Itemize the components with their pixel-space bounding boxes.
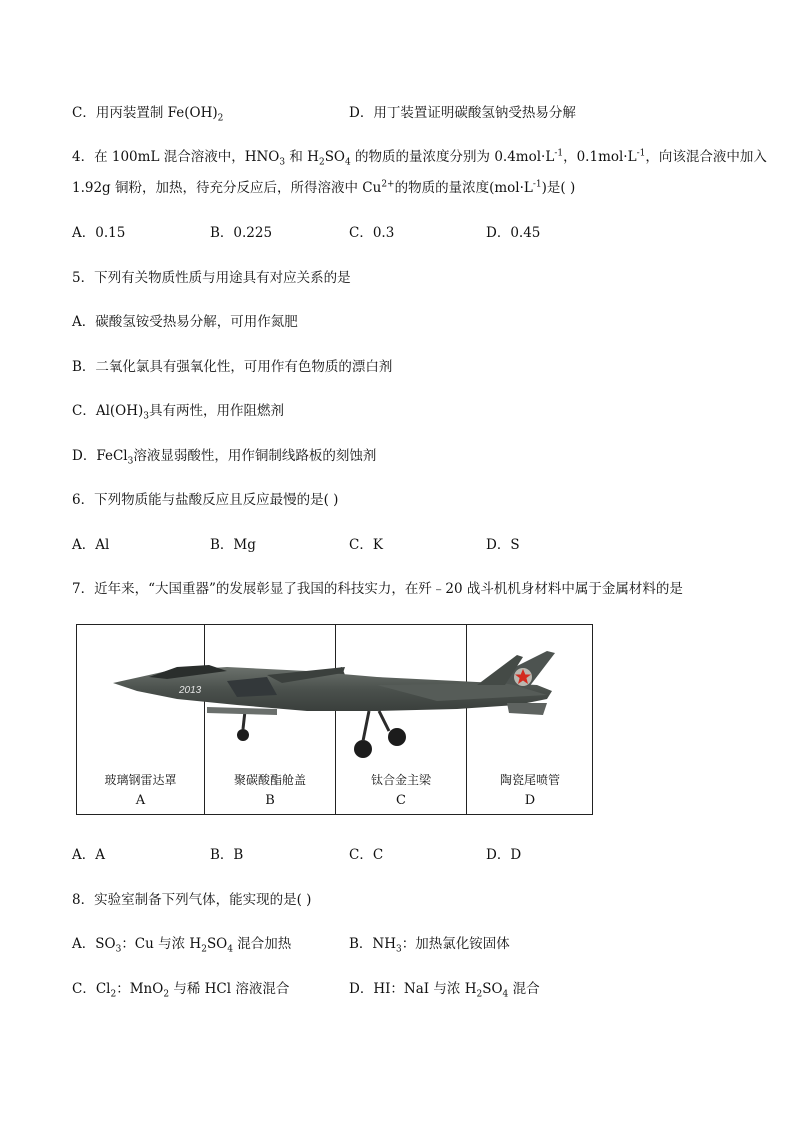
part-name: 钛合金主梁	[370, 773, 431, 787]
prev-option-d	[349, 104, 576, 122]
q5-option-c: C．$Al(OH)_3$具有两性，用作阻燃剂	[72, 403, 285, 422]
q8-option-b: B．$NH_3$：加热氯化铵固体	[349, 936, 510, 955]
q5-option-b: B．二氧化氯具有强氧化性，可用作有色物质的漂白剂	[72, 359, 393, 375]
q8-stem: 8．实验室制备下列气体，能实现的是( )	[72, 892, 312, 908]
q6-option-b: B．Mg	[210, 537, 256, 553]
q5-stem: 5．下列有关物质性质与用途具有对应关系的是	[72, 270, 351, 286]
fighter-jet-figure	[76, 624, 593, 815]
option-label: C．	[72, 105, 96, 121]
q4-option-b: B．0.225	[210, 225, 273, 241]
part-name: 陶瓷尾喷管	[499, 773, 560, 787]
q6-option-d: D．S	[486, 537, 520, 553]
part-letter: A	[135, 793, 146, 808]
q4-stem-line1: 4．在 100mL 混合溶液中，$HNO_3$ 和 $H_2SO_4$ 的物质的量浓度分别为 $0.4mol\cdot L^{-1}$，$0.1mol\cdot L^{-1}$，向该混合液中加入	[72, 148, 767, 168]
part-name: 聚碳酸酯舱盖	[233, 773, 306, 787]
q4-option-a: A．0.15	[72, 225, 126, 241]
q7-option-b: B．B	[210, 847, 244, 863]
q6-stem: 6．下列物质能与盐酸反应且反应最慢的是( )	[72, 492, 339, 508]
prev-option-c	[72, 104, 223, 122]
q7-option-c: C．C	[349, 847, 384, 863]
part-name: 玻璃钢雷达罩	[104, 773, 177, 787]
q7-stem: 7．近年来，“大国重器”的发展彰显了我国的科技实力，在歼﹣20 战斗机机身材料中属于金属材料的是	[72, 581, 683, 597]
q6-option-c: C．K	[349, 537, 383, 553]
part-letter: D	[524, 793, 536, 808]
q4-option-d: D．0.45	[486, 225, 541, 241]
red-star-icon	[514, 668, 532, 686]
q4-option-c: C．0.3	[349, 225, 395, 241]
q5-option-d: D．FeCl$_3$溶液显弱酸性，用作铜制线路板的刻蚀剂	[72, 448, 377, 467]
q7-option-a: A．A	[72, 847, 105, 863]
q6-option-a: A．Al	[72, 537, 110, 553]
jet-number: 2013	[179, 685, 202, 696]
q8-option-a: A．$SO_3$：Cu 与浓 $H_2SO_4$ 混合加热	[72, 936, 292, 955]
option-text: 用丙装置制 Fe(OH)	[95, 105, 218, 121]
q7-option-d: D．D	[486, 847, 522, 863]
fighter-jet-image	[77, 625, 594, 765]
q8-option-d: D．HI：NaI 与浓 $H_2SO_4$ 混合	[349, 981, 540, 1000]
part-letter: B	[265, 793, 275, 808]
part-letter: C	[396, 793, 406, 808]
subscript: 2	[217, 113, 224, 124]
option-label: D．	[349, 105, 374, 121]
q4-stem-line2: 1.92g 铜粉，加热，待充分反应后，所得溶液中 $Cu^{2+}$的物质的量浓度$(mol\cdot L^{-1})$是( )	[72, 179, 576, 196]
q5-option-a: A．碳酸氢铵受热易分解，可用作氮肥	[72, 314, 298, 330]
option-text: 用丁装置证明碳酸氢钠受热易分解	[373, 105, 576, 121]
q8-option-c: C．$Cl_2$：MnO$_2$ 与稀 HCl 溶液混合	[72, 981, 290, 1000]
